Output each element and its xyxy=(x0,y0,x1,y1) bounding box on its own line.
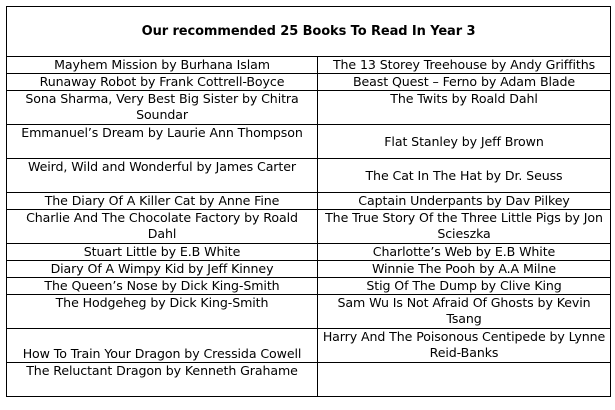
book-cell-right: The Twits by Roald Dahl xyxy=(318,91,611,125)
book-cell-left: Mayhem Mission by Burhana Islam xyxy=(7,57,318,74)
table-row xyxy=(7,244,611,261)
book-cell-left: The Hodgeheg by Dick King-Smith xyxy=(7,295,318,329)
book-cell-left: The Queen’s Nose by Dick King-Smith xyxy=(7,278,318,295)
book-cell-right: Stig Of The Dump by Clive King xyxy=(318,278,611,295)
book-list-table xyxy=(6,6,611,397)
book-cell-right: The 13 Storey Treehouse by Andy Griffiths xyxy=(318,57,611,74)
table-row xyxy=(7,57,611,74)
book-cell-left: How To Train Your Dragon by Cressida Cowell xyxy=(7,329,318,363)
book-cell-left: Charlie And The Chocolate Factory by Roald Dahl xyxy=(7,210,318,244)
book-cell-right: Beast Quest – Ferno by Adam Blade xyxy=(318,74,611,91)
table-row xyxy=(7,125,611,159)
table-row xyxy=(7,278,611,295)
book-cell-right: Sam Wu Is Not Afraid Of Ghosts by Kevin Tsang xyxy=(318,295,611,329)
book-cell-left: Runaway Robot by Frank Cottrell-Boyce xyxy=(7,74,318,91)
book-cell-right xyxy=(318,363,611,397)
book-cell-left: Weird, Wild and Wonderful by James Carter xyxy=(7,159,318,193)
table-row xyxy=(7,74,611,91)
book-cell-right: Charlotte’s Web by E.B White xyxy=(318,244,611,261)
book-cell-right: The Cat In The Hat by Dr. Seuss xyxy=(318,159,611,193)
book-cell-right: Captain Underpants by Dav Pilkey xyxy=(318,193,611,210)
table-row xyxy=(7,261,611,278)
table-title: Our recommended 25 Books To Read In Year 3 xyxy=(7,7,611,57)
book-cell-left: The Diary Of A Killer Cat by Anne Fine xyxy=(7,193,318,210)
table-row xyxy=(7,91,611,125)
book-cell-left: The Reluctant Dragon by Kenneth Grahame xyxy=(7,363,318,397)
book-cell-right: The True Story Of the Three Little Pigs by Jon Scieszka xyxy=(318,210,611,244)
book-cell-left: Sona Sharma, Very Best Big Sister by Chitra Soundar xyxy=(7,91,318,125)
book-cell-left: Diary Of A Wimpy Kid by Jeff Kinney xyxy=(7,261,318,278)
book-cell-right: Harry And The Poisonous Centipede by Lynne Reid-Banks xyxy=(318,329,611,363)
book-cell-left: Emmanuel’s Dream by Laurie Ann Thompson xyxy=(7,125,318,159)
table-row xyxy=(7,159,611,193)
table-row xyxy=(7,193,611,210)
book-cell-right: Flat Stanley by Jeff Brown xyxy=(318,125,611,159)
table-title-row xyxy=(7,7,611,57)
table-row xyxy=(7,295,611,329)
book-cell-right: Winnie The Pooh by A.A Milne xyxy=(318,261,611,278)
book-cell-left: Stuart Little by E.B White xyxy=(7,244,318,261)
table-row xyxy=(7,363,611,397)
table-row xyxy=(7,210,611,244)
table-row xyxy=(7,329,611,363)
